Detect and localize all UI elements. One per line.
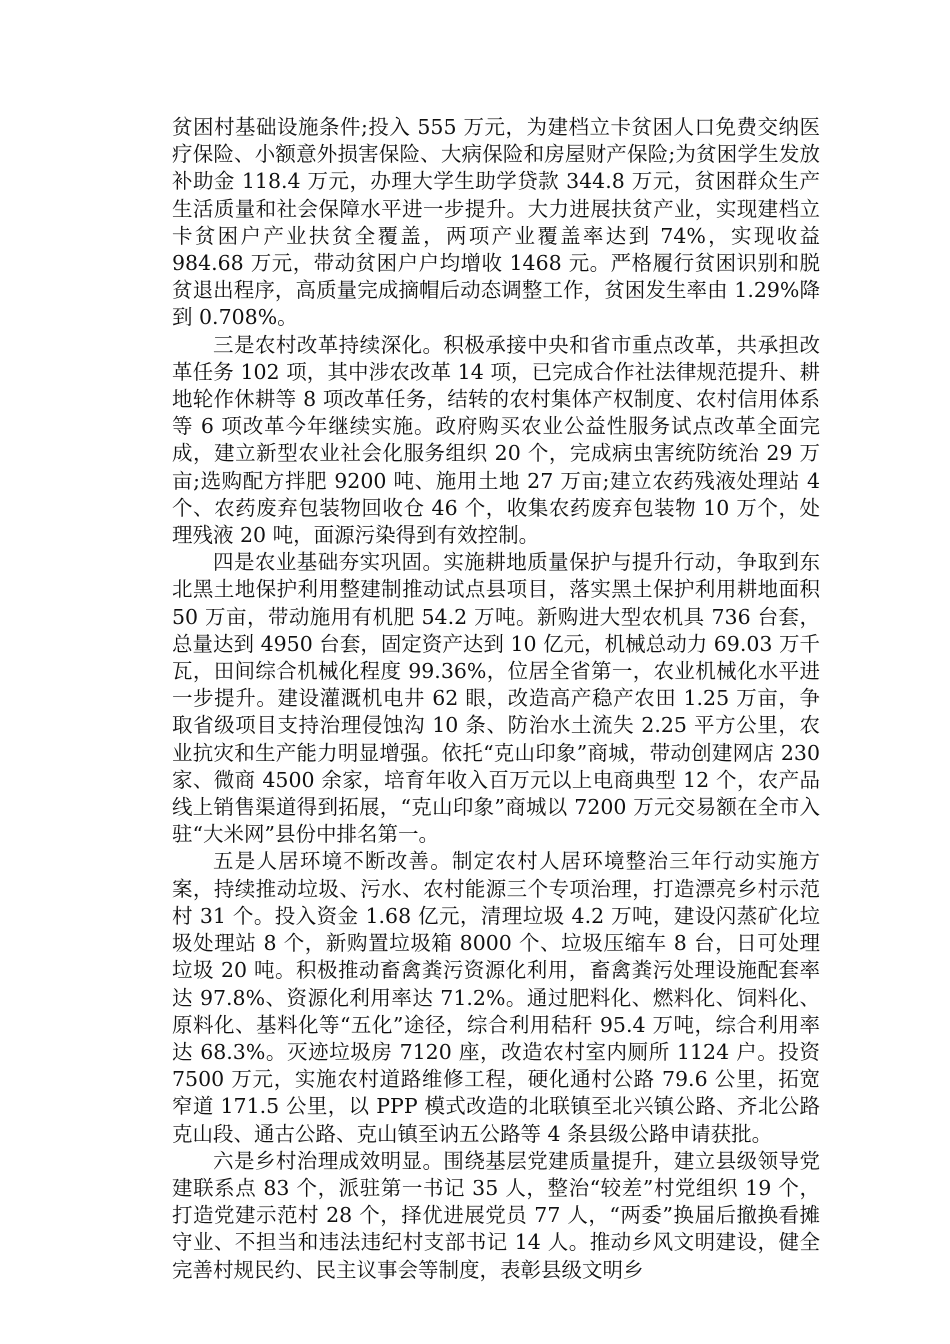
paragraph-rural-governance: 六是乡村治理成效明显。围绕基层党建质量提升，建立县级领导党建联系点 83 个，派驻第一书记 35 人，整治“较差”村党组织 19 个，打造党建示范村 28 个，择优进展党员 77 人，“两委”换届后撤换看摊守业、不担当和违法违纪村支部书记 14 人。推动乡风文明建设，健全完善村规民约、民主议事会等制度，表彰县级文明乡 bbox=[172, 1148, 820, 1282]
paragraph-living-environment: 五是人居环境不断改善。制定农村人居环境整治三年行动实施方案，持续推动垃圾、污水、农村能源三个专项治理，打造漂亮乡村示范村 31 个。投入资金 1.68 亿元，清理垃圾 4.2 万吨，建设闪蒸矿化垃圾处理站 8 个，新购置垃圾箱 8000 个、垃圾压缩车 8 台，日可处理垃圾 20 吨。积极推动畜禽粪污资源化利用，畜禽粪污处理设施配套率达 97.8%、资源化利用率达 71.2%。通过肥料化、燃料化、饲料化、原料化、基料化等“五化”途径，综合利用秸秆 95.4 万吨，综合利用率达 68.3%。灭迹垃圾房 7120 座，改造农村室内厕所 1124 户。投资 7500 万元，实施农村道路维修工程，硬化通村公路 79.6 公里，拓宽窄道 171.5 公里，以 PPP 模式改造的北联镇至北兴镇公路、齐北公路克山段、通古公路、克山镇至讷五公路等 4 条县级公路申请获批。 bbox=[172, 849, 820, 1146]
paragraph-rural-reform: 三是农村改革持续深化。积极承接中央和省市重点改革，共承担改革任务 102 项，其中涉农改革 14 项，已完成合作社法律规范提升、耕地轮作休耕等 8 项改革任务，结转的农村集体产权制度、农村信用体系等 6 项改革今年继续实施。政府购买农业公益性服务试点改革全面完成，建立新型农业社会化服务组织 20 个，完成病虫害统防统治 29 万亩;选购配方拌肥 9200 吨、施用土地 27 万亩;建立农药残液处理站 4 个、农药废弃包装物回收仓 46 个，收集农药废弃包装物 10 万个，处理残液 20 吨，面源污染得到有效控制。 bbox=[172, 332, 820, 548]
document-body bbox=[172, 114, 820, 1284]
paragraph-poverty-continuation: 贫困村基础设施条件;投入 555 万元，为建档立卡贫困人口免费交纳医疗保险、小额意外损害保险、大病保险和房屋财产保险;为贫困学生发放补助金 118.4 万元，办理大学生助学贷款 344.8 万元，贫困群众生产生活质量和社会保障水平进一步提升。大力进展扶贫产业，实现建档立卡贫困户产业扶贫全覆盖，两项产业覆盖率达到 74%，实现收益 984.68 万元，带动贫困户户均增收 1468 元。严格履行贫困识别和脱贫退出程序，高质量完成摘帽后动态调整工作，贫困发生率由 1.29%降到 0.708%。 bbox=[172, 115, 820, 330]
paragraph-agricultural-foundation: 四是农业基础夯实巩固。实施耕地质量保护与提升行动，争取到东北黑土地保护利用整建制推动试点县项目，落实黑土保护利用耕地面积 50 万亩，带动施用有机肥 54.2 万吨。新购进大型农机具 736 台套，总量达到 4950 台套，固定资产达到 10 亿元，机械总动力 69.03 万千瓦，田间综合机械化程度 99.36%，位居全省第一，农业机械化水平进一步提升。建设灌溉机电井 62 眼，改造高产稳产农田 1.25 万亩，争取省级项目支持治理侵蚀沟 10 条、防治水土流失 2.25 平方公里，农业抗灾和生产能力明显增强。依托“克山印象”商城，带动创建网店 230 家、微商 4500 余家，培育年收入百万元以上电商典型 12 个，农产品线上销售渠道得到拓展，“克山印象”商城以 7200 万元交易额在全市入驻“大米网”县份中排名第一。 bbox=[172, 550, 820, 847]
